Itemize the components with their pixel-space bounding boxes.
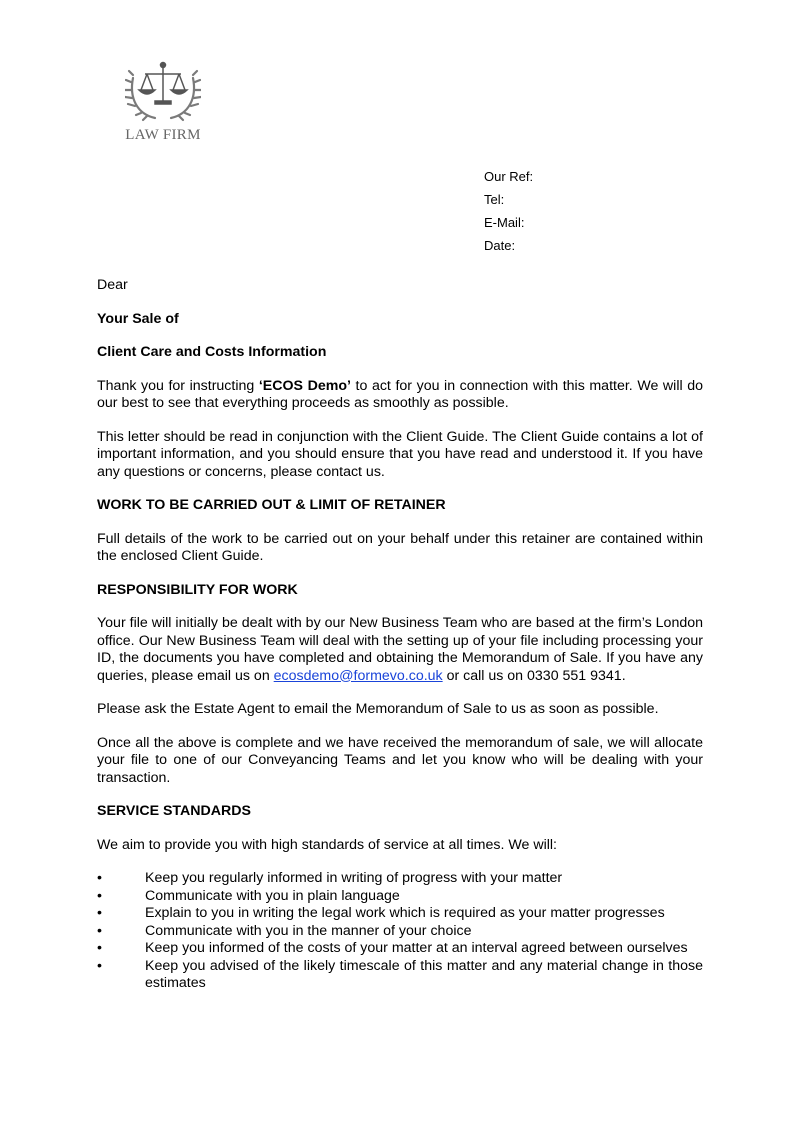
paragraph-responsibility: Your file will initially be dealt with by our New Business Team who are based at the firm’s London office. Our New Business Team will deal with the setting up of your file including processing your ID, the documents you have completed and obtaining the Memorandum of Sale. If you have any queries, please email us on ecosdemo@formevo.co.uk or call us on 0330 551 9341.	[97, 615, 703, 684]
tel-label: Tel:	[484, 192, 505, 207]
bullet-symbol: •	[97, 905, 102, 921]
law-firm-logo	[118, 56, 208, 148]
bullet-symbol: •	[97, 870, 102, 886]
bullet-symbol: •	[97, 887, 102, 904]
bullet-symbol: •	[97, 922, 102, 939]
letter-body	[97, 277, 703, 993]
service-standards-list	[97, 870, 703, 993]
email-link[interactable]: ecosdemo@formevo.co.uk	[273, 667, 443, 684]
paragraph-work: Full details of the work to be carried out on your behalf under this retainer are contained within the enclosed Client Guide.	[97, 530, 703, 564]
heading-responsibility: RESPONSIBILITY FOR WORK	[97, 581, 298, 598]
heading-work: WORK TO BE CARRIED OUT & LIMIT OF RETAINER	[97, 497, 446, 513]
bullet-symbol: •	[97, 957, 102, 974]
list-item: • Keep you informed of the costs of your matter at an interval agreed between ourselves	[97, 940, 688, 956]
logo-text: LAW FIRM	[125, 127, 201, 143]
paragraph-estate-agent: Please ask the Estate Agent to email the Memorandum of Sale to us as soon as possible.	[97, 701, 659, 717]
paragraph-service-intro: We aim to provide you with high standards of service at all times. We will:	[97, 836, 557, 853]
paragraph-intro: Thank you for instructing ‘ECOS Demo’ to act for you in connection with this matter. We will do our best to see that everything proceeds as smoothly as possible.	[97, 377, 703, 411]
list-item: • Keep you regularly informed in writing of progress with your matter	[97, 870, 563, 886]
list-item: • Communicate with you in plain language	[97, 887, 400, 904]
our-ref-label: Our Ref:	[484, 169, 534, 184]
list-item: • Keep you advised of the likely timescale of this matter and any material change in those estimates	[97, 957, 703, 991]
bullet-symbol: •	[97, 940, 102, 956]
paragraph-allocation: Once all the above is complete and we have received the memorandum of sale, we will allocate your file to one of our Conveyancing Teams and let you know who will be dealing with your transaction.	[97, 734, 703, 786]
date-label: Date:	[484, 238, 516, 253]
paragraph-client-guide: This letter should be read in conjunction with the Client Guide. The Client Guide contains a lot of important information, and you should ensure that you have read and understood it. If you have any questions or concerns, please contact us.	[97, 428, 703, 480]
subject-line-2: Client Care and Costs Information	[97, 344, 327, 360]
heading-service-standards: SERVICE STANDARDS	[97, 803, 251, 819]
subject-line: Your Sale of	[97, 310, 179, 327]
reference-block	[484, 165, 533, 257]
list-item: • Explain to you in writing the legal work which is required as your matter progresses	[97, 905, 665, 921]
salutation: Dear	[97, 277, 128, 293]
scales-of-justice-icon	[125, 56, 201, 122]
firm-name: ‘ECOS Demo’	[258, 377, 351, 394]
email-label: E-Mail:	[484, 215, 525, 230]
list-item: • Communicate with you in the manner of your choice	[97, 922, 472, 939]
